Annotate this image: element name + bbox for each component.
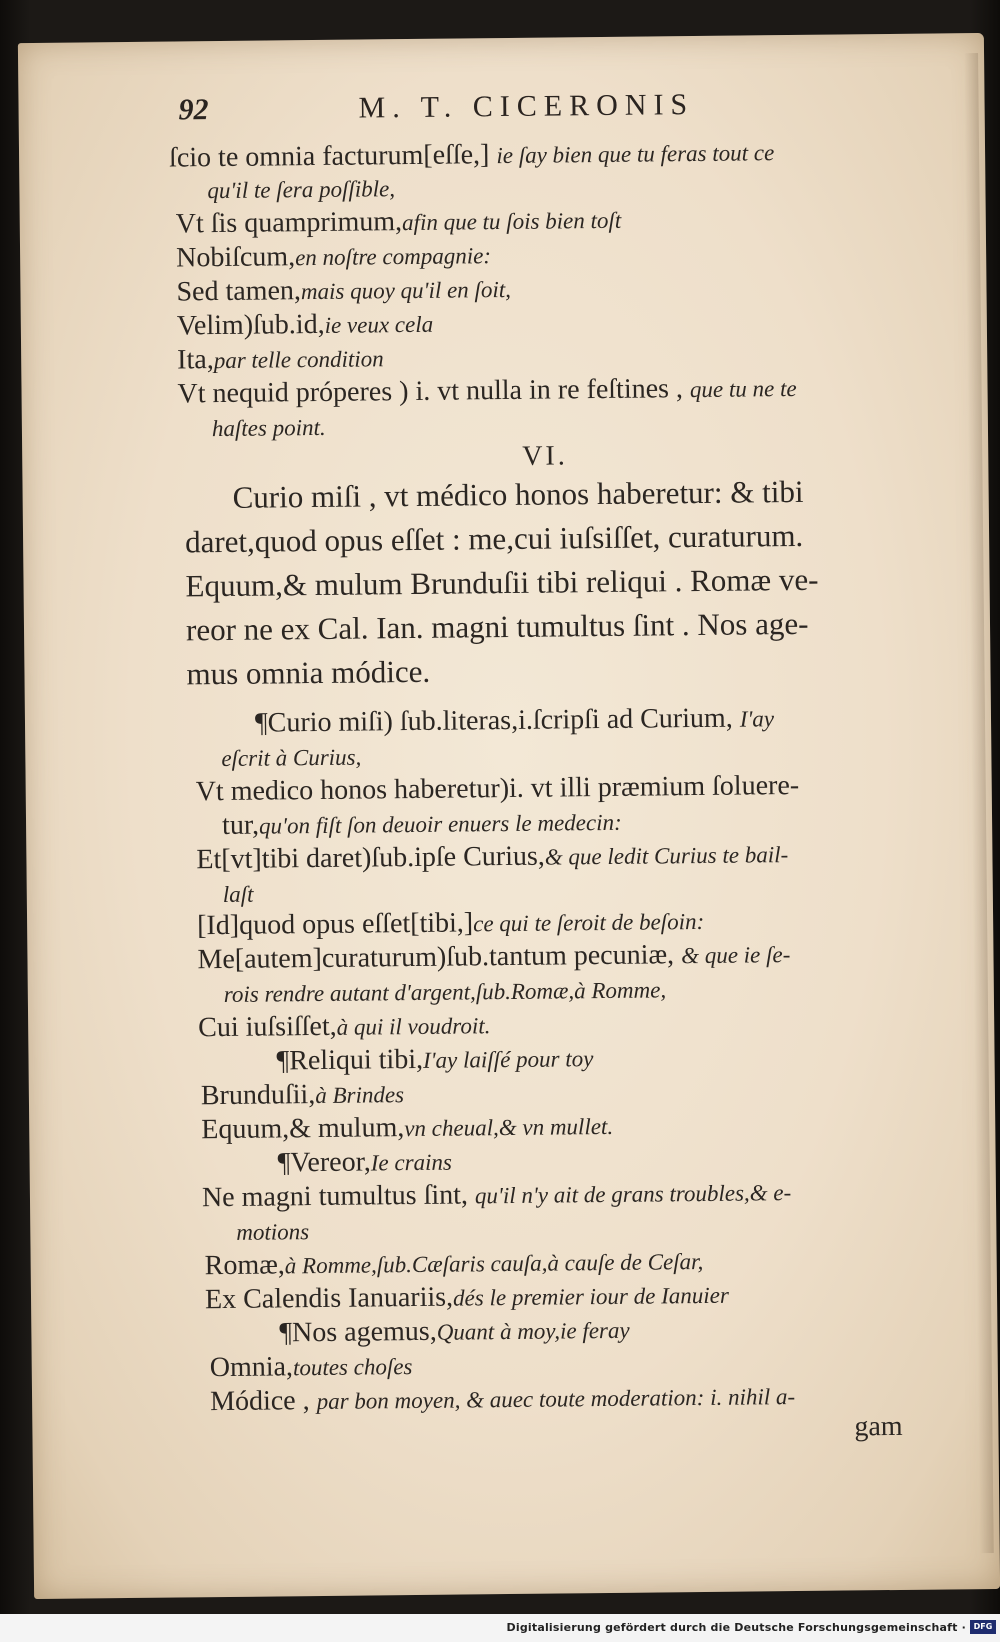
- page-edge-shadow: [964, 53, 994, 1553]
- page-text: [168, 133, 949, 1443]
- section-number: VI.: [522, 440, 568, 472]
- text-line: qu'il te ſera poſſible,: [207, 176, 396, 204]
- text-line: tur,qu'on fiſt ſon deuoir enuers le medecin:: [221, 809, 622, 842]
- page-header: [18, 85, 984, 135]
- text-line: Ne magni tumultus ſint, qu'il n'y ait de grans troubles,& e-: [201, 1179, 792, 1214]
- text-line: Romæ,à Romme,ſub.Cæſaris cauſa,à cauſe de Ceſar,: [204, 1248, 704, 1282]
- text-line: ¶Curio miſi) ſub.literas,i.ſcripſi ad Curium, I'ay: [254, 702, 775, 739]
- text-line: Omnia,toutes choſes: [209, 1351, 413, 1384]
- text-line: Equum,& mulum,vn cheual,& vn mullet.: [201, 1112, 614, 1146]
- text-line: Curio miſi , vt médico honos haberetur: & tibi: [232, 473, 804, 515]
- text-line: Módice , par bon moyen, & auec toute moderation: i. nihil a-: [209, 1384, 796, 1418]
- footer-credit: Digitalisierung gefördert durch die Deutsche Forschungsgemeinschaft ·: [506, 1621, 966, 1634]
- text-line: eſcrit à Curius,: [221, 744, 362, 772]
- text-line: Brunduſii,à Brindes: [200, 1079, 405, 1112]
- text-line: haſtes point.: [211, 414, 326, 442]
- text-line: Velim)ſub.id,ie veux cela: [176, 308, 434, 342]
- text-line: [Id]quod opus eſſet[tibi,]ce qui te ſeroit de beſoin:: [196, 907, 705, 942]
- text-line: ſcio te omnia facturum[eſſe,] ie ſay bien que tu feras tout ce: [168, 139, 775, 174]
- text-line: Ita,par telle condition: [177, 344, 384, 376]
- digitization-footer: [0, 1614, 1000, 1642]
- text-line: Ex Calendis Ianuariis,dés le premier iour de Ianuier: [204, 1281, 729, 1316]
- dfg-logo: DFG: [970, 1620, 996, 1634]
- text-line: mus omnia módice.: [186, 653, 431, 692]
- text-line: Cui iuſsiſſet,à qui il voudroit.: [198, 1010, 491, 1044]
- page-number: 92: [178, 93, 209, 127]
- text-line: Me[autem]curaturum)ſub.tantum pecuniæ, & que ie ſe-: [197, 939, 791, 976]
- text-line: daret,quod opus eſſet : me,cui iuſsiſſet, curaturum.: [184, 517, 804, 560]
- text-line: Sed tamen,mais quoy qu'il en ſoit,: [176, 275, 512, 308]
- text-line: Nobiſcum,en noſtre compagnie:: [175, 241, 492, 274]
- text-line: ¶Vereor,Ie crains: [277, 1146, 453, 1179]
- text-line: Et[vt]tibi daret)ſub.ipſe Curius,& que ledit Curius te bail-: [196, 840, 789, 876]
- running-head: M. T. CICERONIS: [358, 88, 695, 125]
- text-line: rois rendre autant d'argent,ſub.Romæ,à Romme,: [223, 977, 667, 1007]
- text-line: Vt ſis quamprimum,afin que tu ſois bien toſt: [175, 206, 622, 240]
- text-line: laſt: [222, 881, 254, 908]
- text-line: Equum,& mulum Brunduſii tibi reliqui . Romæ ve-: [185, 561, 819, 604]
- text-line: ¶Nos agemus,Quant à moy,ie feray: [279, 1315, 630, 1349]
- text-line: reor ne ex Cal. Ian. magni tumultus ſint . Nos age-: [185, 605, 809, 648]
- paper-page: [18, 33, 1000, 1599]
- catchword: gam: [854, 1410, 903, 1443]
- text-line: ¶Reliqui tibi,I'ay laiſſé pour toy: [276, 1043, 594, 1077]
- text-line: Vt medico honos haberetur)i. vt illi præmium ſoluere-: [195, 769, 800, 808]
- text-line: motions: [236, 1219, 310, 1245]
- text-line: Vt nequid próperes ) i. vt nulla in re feſtines , que tu ne te: [177, 373, 797, 410]
